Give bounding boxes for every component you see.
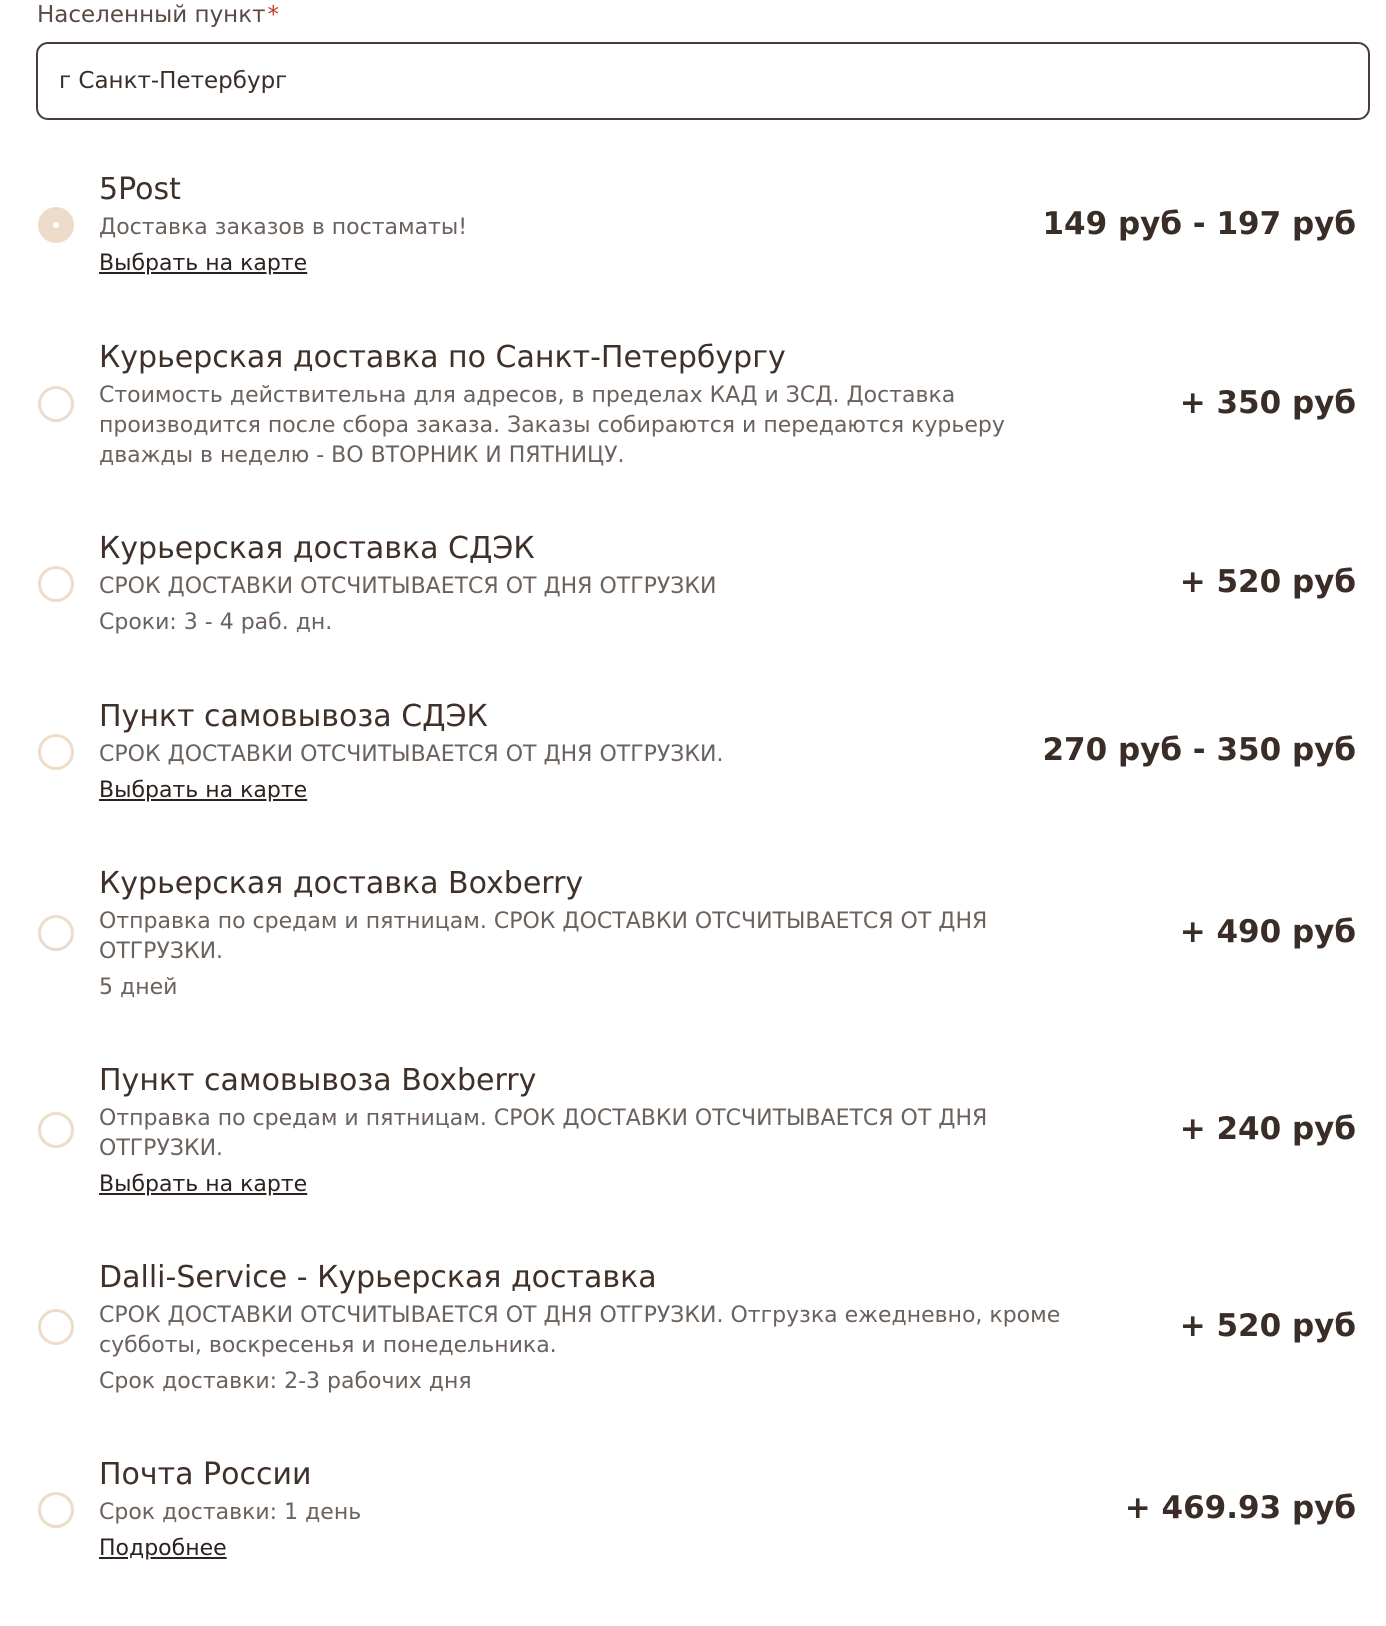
radio-courier-cdek[interactable] bbox=[38, 566, 74, 602]
option-delivery-time: Сроки: 3 - 4 раб. дн. bbox=[99, 610, 333, 635]
location-label bbox=[37, 2, 279, 28]
option-description: Срок доставки: 1 день bbox=[99, 1500, 362, 1525]
radio-pickup-cdek[interactable] bbox=[38, 734, 74, 770]
option-price: + 240 руб bbox=[1179, 1111, 1356, 1147]
city-input[interactable] bbox=[36, 42, 1370, 120]
option-description: СРОК ДОСТАВКИ ОТСЧИТЫВАЕТСЯ ОТ ДНЯ ОТГРУЗКИ. Отгрузка ежедневно, кроме субботы, воскресенья и понедельника. bbox=[99, 1303, 1061, 1358]
option-price: + 520 руб bbox=[1179, 564, 1356, 600]
option-price: 149 руб - 197 руб bbox=[1042, 206, 1356, 242]
option-description: Доставка заказов в постаматы! bbox=[99, 215, 468, 240]
option-description: Отправка по средам и пятницам. СРОК ДОСТАВКИ ОТСЧИТЫВАЕТСЯ ОТ ДНЯ ОТГРУЗКИ. bbox=[99, 909, 988, 964]
option-title: Курьерская доставка СДЭК bbox=[99, 531, 535, 566]
option-title: 5Post bbox=[99, 172, 181, 207]
option-title: Dalli-Service - Курьерская доставка bbox=[99, 1260, 657, 1295]
option-title: Курьерская доставка Boxberry bbox=[99, 866, 584, 901]
option-price: + 490 руб bbox=[1179, 914, 1356, 950]
option-description: СРОК ДОСТАВКИ ОТСЧИТЫВАЕТСЯ ОТ ДНЯ ОТГРУЗКИ. bbox=[99, 742, 724, 767]
option-title: Почта России bbox=[99, 1457, 312, 1492]
option-description: Стоимость действительна для адресов, в пределах КАД и ЗСД. Доставка производится после сбора заказа. Заказы собираются и передаются курьеру дважды в неделю - ВО ВТОРНИК И ПЯТНИЦУ. bbox=[99, 383, 1005, 468]
radio-courier-spb[interactable] bbox=[38, 386, 74, 422]
option-title: Пункт самовывоза СДЭК bbox=[99, 699, 488, 734]
option-price: + 469.93 руб bbox=[1124, 1490, 1356, 1526]
radio-pickup-boxberry[interactable] bbox=[38, 1112, 74, 1148]
option-title: Пункт самовывоза Boxberry bbox=[99, 1063, 537, 1098]
option-delivery-time: Срок доставки: 2-3 рабочих дня bbox=[99, 1369, 472, 1394]
option-price: + 520 руб bbox=[1179, 1308, 1356, 1344]
radio-russian-post[interactable] bbox=[38, 1492, 74, 1528]
choose-on-map-link[interactable]: Выбрать на карте bbox=[99, 251, 308, 276]
radio-dalli-service[interactable] bbox=[38, 1309, 74, 1345]
choose-on-map-link[interactable]: Выбрать на карте bbox=[99, 1172, 308, 1197]
choose-on-map-link[interactable]: Выбрать на карте bbox=[99, 778, 308, 803]
location-label-text: Населенный пункт bbox=[37, 2, 266, 28]
radio-courier-boxberry[interactable] bbox=[38, 915, 74, 951]
option-price: 270 руб - 350 руб bbox=[1042, 732, 1356, 768]
radio-5post[interactable] bbox=[38, 207, 74, 243]
option-title: Курьерская доставка по Санкт-Петербургу bbox=[99, 340, 786, 375]
option-price: + 350 руб bbox=[1179, 385, 1356, 421]
required-mark: * bbox=[267, 2, 280, 28]
more-details-link[interactable]: Подробнее bbox=[99, 1536, 227, 1561]
option-delivery-time: 5 дней bbox=[99, 975, 178, 1000]
option-description: СРОК ДОСТАВКИ ОТСЧИТЫВАЕТСЯ ОТ ДНЯ ОТГРУЗКИ bbox=[99, 574, 717, 599]
option-description: Отправка по средам и пятницам. СРОК ДОСТАВКИ ОТСЧИТЫВАЕТСЯ ОТ ДНЯ ОТГРУЗКИ. bbox=[99, 1106, 988, 1161]
